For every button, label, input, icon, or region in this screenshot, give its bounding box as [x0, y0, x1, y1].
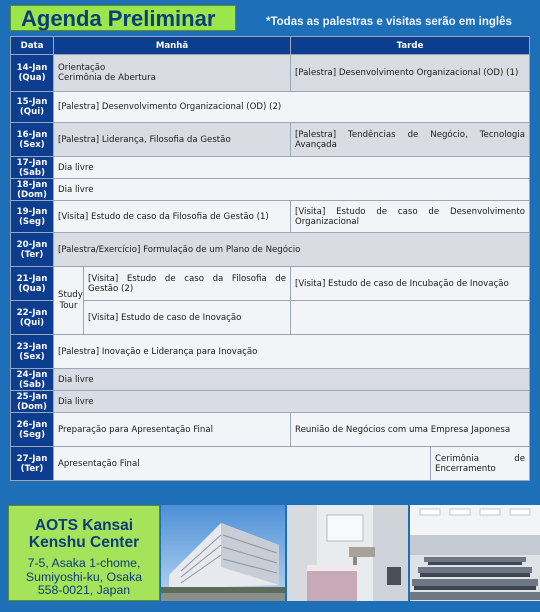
center-address-line1: 7-5, Asaka 1-chome, [27, 556, 141, 570]
center-address-line2: Sumiyoshi-ku, Osaka [25, 569, 143, 584]
full-day-cell: [Palestra] Desenvolvimento Organizacional (OD) (2) [54, 92, 530, 123]
date-cell: 21-Jan (Qua) [11, 267, 54, 301]
full-day-cell: Dia livre [54, 157, 530, 179]
table-row [11, 301, 530, 335]
table-row [11, 55, 530, 92]
building-photo [161, 505, 285, 601]
table-row [11, 92, 530, 123]
table-row [11, 233, 530, 267]
morning-cell: Orientação Cerimônia de Abertura [54, 55, 291, 92]
date-cell: 18-Jan (Dom) [11, 179, 54, 201]
table-row [11, 335, 530, 369]
classroom-photo [410, 505, 540, 601]
date-cell: 26-Jan (Seg) [11, 413, 54, 447]
date-cell: 22-Jan (Qui) [11, 301, 54, 335]
full-day-cell: [Palestra] Inovação e Liderança para Inovação [54, 335, 530, 369]
morning-cell: [Visita] Estudo de caso de Inovação [84, 301, 291, 335]
date-cell: 27-Jan (Ter) [11, 447, 54, 481]
table-row [11, 267, 530, 301]
full-day-cell: [Palestra/Exercício] Formulação de um Plano de Negócio [54, 233, 530, 267]
afternoon-cell: [Palestra] Desenvolvimento Organizacional (OD) (1) [291, 55, 530, 92]
table-row [11, 179, 530, 201]
date-cell: 15-Jan (Qui) [11, 92, 54, 123]
date-cell: 17-Jan (Sab) [11, 157, 54, 179]
morning-cell: [Visita] Estudo de caso da Filosofia de Gestão (1) [54, 201, 291, 233]
table-row [11, 447, 530, 481]
date-cell: 23-Jan (Sex) [11, 335, 54, 369]
date-cell: 14-Jan (Qua) [11, 55, 54, 92]
afternoon-cell: Cerimônia de Encerramento [431, 447, 530, 481]
table-row [11, 123, 530, 157]
schedule-table [10, 36, 530, 481]
center-info-box [8, 505, 160, 601]
afternoon-cell: [Palestra] Tendências de Negócio, Tecnologia Avançada [291, 123, 530, 157]
afternoon-cell: [Visita] Estudo de caso de Desenvolvimento Organizacional [291, 201, 530, 233]
full-day-cell: Dia livre [54, 179, 530, 201]
table-row [11, 201, 530, 233]
bottom-section [0, 502, 540, 612]
morning-cell: Preparação para Apresentação Final [54, 413, 291, 447]
afternoon-cell [291, 301, 530, 335]
date-cell: 19-Jan (Seg) [11, 201, 54, 233]
table-row [11, 369, 530, 391]
header-morning: Manhã [54, 37, 291, 55]
morning-cell: Apresentação Final [54, 447, 431, 481]
date-cell: 25-Jan (Dom) [11, 391, 54, 413]
date-cell: 16-Jan (Sex) [11, 123, 54, 157]
date-cell: 20-Jan (Ter) [11, 233, 54, 267]
table-row [11, 391, 530, 413]
table-row [11, 157, 530, 179]
header-afternoon: Tarde [291, 37, 530, 55]
center-address-line3: 558-0021, Japan [37, 583, 131, 597]
morning-cell: [Visita] Estudo de caso da Filosofia de Gestão (2) [84, 267, 291, 301]
table-row [11, 413, 530, 447]
afternoon-cell: Reunião de Negócios com uma Empresa Japonesa [291, 413, 530, 447]
center-name-line2: Kenshu Center [28, 534, 140, 551]
morning-cell: [Palestra] Liderança, Filosofia da Gestão [54, 123, 291, 157]
header-date: Data [11, 37, 54, 55]
date-cell: 24-Jan (Sab) [11, 369, 54, 391]
room-photo [287, 505, 408, 601]
language-note: *Todas as palestras e visitas serão em inglês [266, 16, 512, 28]
study-tour-cell: Study Tour [54, 267, 84, 335]
full-day-cell: Dia livre [54, 391, 530, 413]
header-row [11, 37, 530, 55]
afternoon-cell: [Visita] Estudo de caso de Incubação de Inovação [291, 267, 530, 301]
page-title: Agenda Preliminar [10, 5, 236, 31]
center-name-line1: AOTS Kansai [34, 517, 134, 534]
full-day-cell: Dia livre [54, 369, 530, 391]
